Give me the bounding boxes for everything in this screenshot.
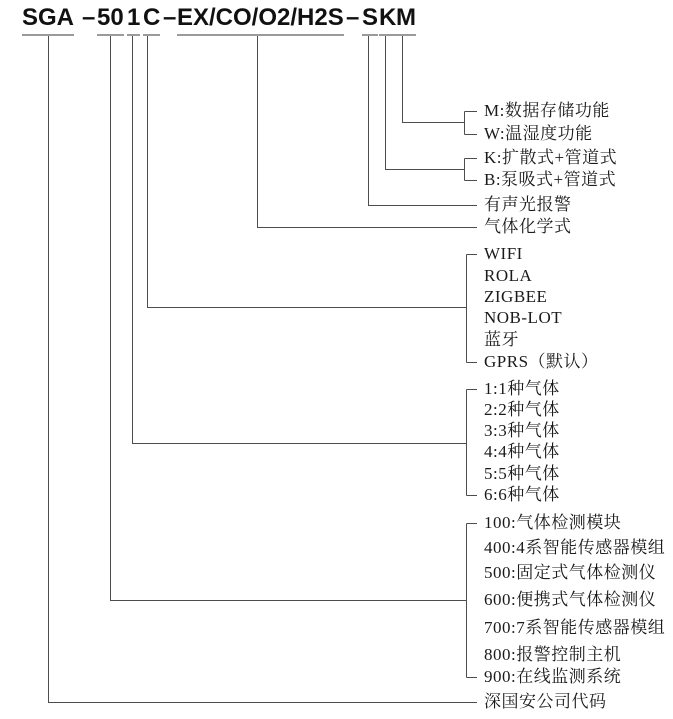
connector-series [111, 36, 478, 678]
label-gas-count-4: 4:4种气体 [484, 442, 560, 461]
label-series-800: 800:报警控制主机 [484, 645, 622, 664]
connector-gas-count [133, 36, 478, 496]
label-series-100: 100:气体检测模块 [484, 513, 622, 532]
label-sampling-pump: B:泵吸式+管道式 [484, 170, 617, 189]
connector-gas-formula [258, 36, 478, 228]
connector-function [403, 36, 478, 135]
label-comm-rola: ROLA [484, 266, 533, 285]
model-series-code: 50 [97, 4, 124, 36]
label-series-900: 900:在线监测系统 [484, 667, 622, 686]
model-communication-code: C [143, 4, 160, 36]
model-gas-count-code: 1 [127, 4, 140, 36]
label-gas-count-5: 5:5种气体 [484, 464, 560, 483]
label-sampling-diffusion: K:扩散式+管道式 [484, 148, 618, 167]
label-gas-count-1: 1:1种气体 [484, 379, 560, 398]
label-function-data-storage: M:数据存储功能 [484, 101, 610, 120]
label-gas-count-3: 3:3种气体 [484, 421, 560, 440]
separator-dash: – [82, 4, 96, 31]
label-function-temp-humidity: W:温湿度功能 [484, 124, 593, 143]
label-gas-formula: 气体化学式 [484, 217, 572, 236]
connector-communication [148, 36, 478, 363]
label-comm-wifi: WIFI [484, 244, 523, 263]
separator-dash: – [346, 4, 360, 31]
label-comm-zigbee: ZIGBEE [484, 287, 548, 306]
connector-sampling [386, 36, 478, 181]
label-series-400: 400:4系智能传感器模组 [484, 538, 666, 557]
label-gas-count-6: 6:6种气体 [484, 485, 560, 504]
label-comm-gprs-default: GPRS（默认） [484, 352, 599, 371]
label-series-700: 700:7系智能传感器模组 [484, 618, 666, 637]
model-sampling-code: K [379, 4, 396, 36]
model-gas-formula-code: EX/CO/O2/H2S [177, 4, 344, 36]
connector-company-code [49, 36, 478, 703]
model-alarm-code: S [362, 4, 378, 36]
connector-alarm [369, 36, 478, 206]
label-alarm: 有声光报警 [484, 195, 572, 214]
label-company-code: 深国安公司代码 [484, 692, 607, 711]
model-function-code: M [396, 4, 416, 36]
separator-dash: – [163, 4, 177, 31]
model-company-code: SGA [22, 4, 74, 36]
label-series-600: 600:便携式气体检测仪 [484, 590, 657, 609]
label-series-500: 500:固定式气体检测仪 [484, 563, 657, 582]
label-comm-nob-lot: NOB-LOT [484, 308, 563, 327]
label-comm-bluetooth: 蓝牙 [484, 330, 519, 349]
label-gas-count-2: 2:2种气体 [484, 400, 560, 419]
